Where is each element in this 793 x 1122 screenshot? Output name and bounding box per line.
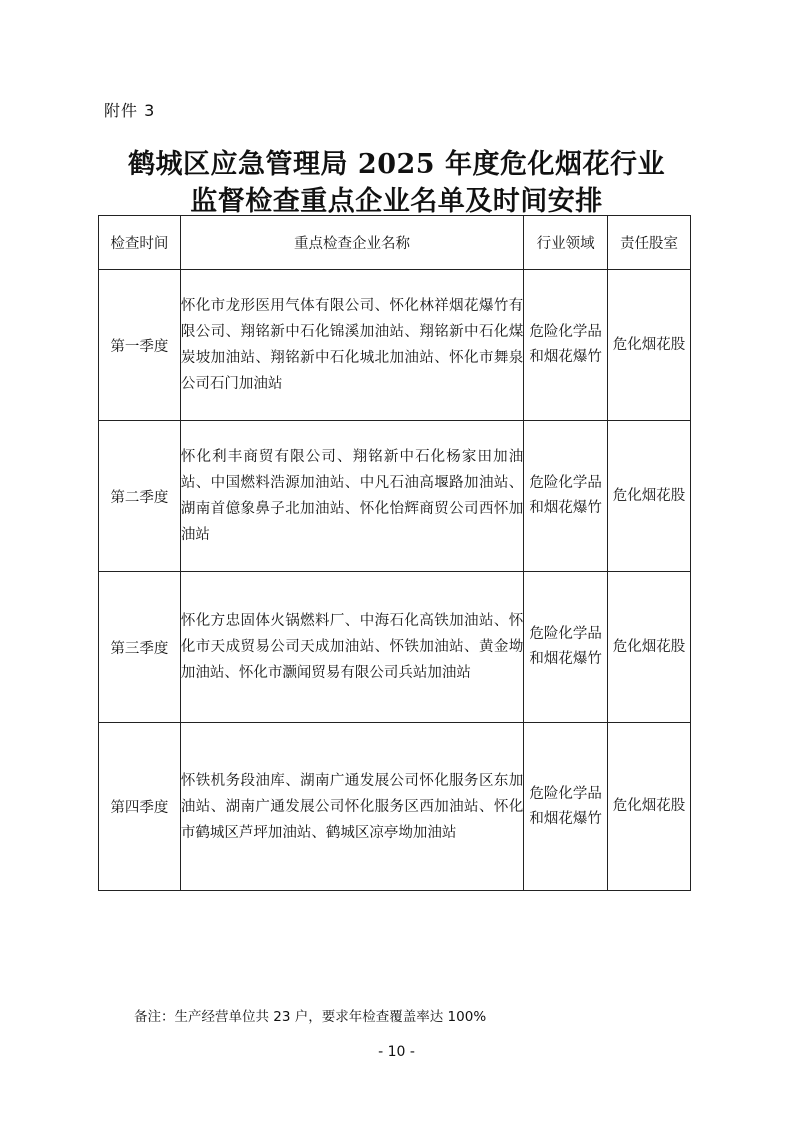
industry-cell: 危险化学品和烟花爆竹 — [524, 270, 608, 421]
companies-cell: 怀铁机务段油库、湖南广通发展公司怀化服务区东加油站、湖南广通发展公司怀化服务区西加油站、怀化市鹤城区芦坪加油站、鹤城区凉亭坳加油站 — [180, 723, 523, 891]
companies-cell: 怀化市龙形医用气体有限公司、怀化林祥烟花爆竹有限公司、翔铭新中石化锦溪加油站、翔铭新中石化煤炭坡加油站、翔铭新中石化城北加油站、怀化市舞泉公司石门加油站 — [180, 270, 523, 421]
companies-cell: 怀化利丰商贸有限公司、翔铭新中石化杨家田加油站、中国燃料浩源加油站、中凡石油高堰路加油站、湖南首億象鼻子北加油站、怀化怡辉商贸公司西怀加油站 — [180, 421, 523, 572]
department-cell: 危化烟花股 — [608, 270, 691, 421]
document-title-line1: 鹤城区应急管理局 2025 年度危化烟花行业 — [128, 149, 665, 180]
footnote: 备注：生产经营单位共 23 户，要求年检查覆盖率达 100% — [134, 1009, 487, 1025]
period-cell: 第三季度 — [99, 572, 181, 723]
period-cell: 第一季度 — [99, 270, 181, 421]
industry-cell: 危险化学品和烟花爆竹 — [524, 723, 608, 891]
table-row — [99, 723, 691, 891]
department-cell: 危化烟花股 — [608, 723, 691, 891]
companies-cell: 怀化方忠固体火锅燃料厂、中海石化高铁加油站、怀化市天成贸易公司天成加油站、怀铁加油站、黄金坳加油站、怀化市灏闻贸易有限公司兵站加油站 — [180, 572, 523, 723]
industry-cell: 危险化学品和烟花爆竹 — [524, 572, 608, 723]
attachment-label: 附件 3 — [104, 101, 156, 120]
header-company-names: 重点检查企业名称 — [180, 216, 523, 270]
department-cell: 危化烟花股 — [608, 572, 691, 723]
table-row — [99, 421, 691, 572]
inspection-schedule-table — [98, 215, 691, 891]
period-cell: 第四季度 — [99, 723, 181, 891]
header-industry: 行业领域 — [524, 216, 608, 270]
header-inspection-time: 检查时间 — [99, 216, 181, 270]
period-cell: 第二季度 — [99, 421, 181, 572]
department-cell: 危化烟花股 — [608, 421, 691, 572]
table-header-row — [99, 216, 691, 270]
industry-cell: 危险化学品和烟花爆竹 — [524, 421, 608, 572]
table-row — [99, 270, 691, 421]
document-title-line2: 监督检查重点企业名单及时间安排 — [190, 186, 603, 217]
page-number: - 10 - — [378, 1044, 415, 1060]
table-row — [99, 572, 691, 723]
header-department: 责任股室 — [608, 216, 691, 270]
